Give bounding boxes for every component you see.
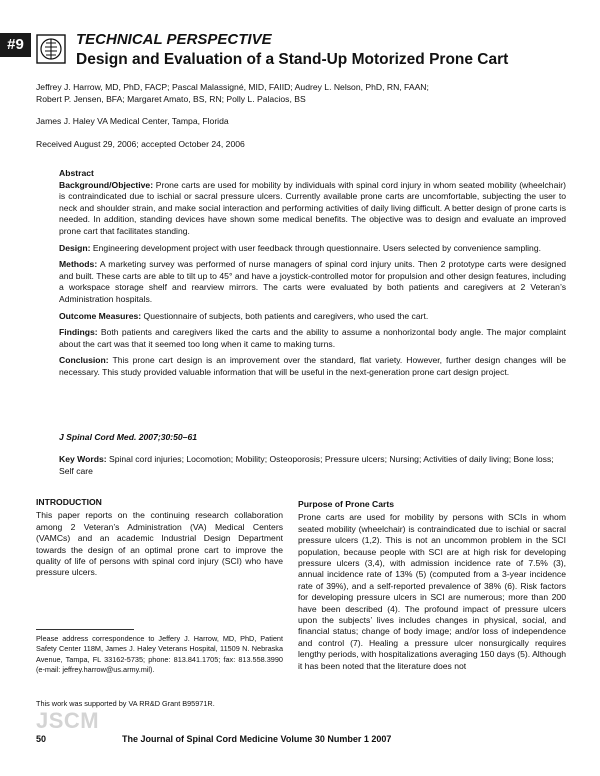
abstract-findings bbox=[59, 327, 566, 350]
keywords-label: Key Words: bbox=[59, 454, 107, 464]
purpose-heading: Purpose of Prone Carts bbox=[298, 499, 394, 509]
abstract-conclusion-label: Conclusion: bbox=[59, 355, 109, 366]
abstract-design-label: Design: bbox=[59, 242, 91, 253]
received-dates: Received August 29, 2006; accepted October 24, 2006 bbox=[36, 139, 245, 149]
abstract-methods bbox=[59, 259, 566, 305]
abstract bbox=[59, 168, 566, 384]
section-label: TECHNICAL PERSPECTIVE bbox=[76, 31, 272, 48]
abstract-methods-label: Methods: bbox=[59, 259, 98, 270]
abstract-heading: Abstract bbox=[59, 168, 94, 178]
introduction-text: This paper reports on the continuing research collaboration among 2 Veteran’s Administration (VA) Medical Centers (VAMCs) and an academic Industrial Design Department towards the design of an optimal prone cart to improve the quality of life of persons with spinal cord injury (SCI) who have pressure ulcers. bbox=[36, 510, 283, 578]
abstract-outcome-label: Outcome Measures: bbox=[59, 310, 142, 321]
abstract-conclusion bbox=[59, 355, 566, 378]
author-line: Robert P. Jensen, BFA; Margaret Amato, BS, RN; Polly L. Palacios, BS bbox=[36, 94, 306, 104]
introduction-heading: INTRODUCTION bbox=[36, 497, 102, 507]
abstract-outcome bbox=[59, 311, 566, 323]
abstract-design-text: Engineering development project with user feedback through questionnaire. Users selected by convenience sampling. bbox=[90, 242, 541, 253]
abstract-background bbox=[59, 180, 566, 238]
author-line: Jeffrey J. Harrow, MD, PhD, FACP; Pascal Malassigné, MID, FAIID; Audrey L. Nelson, PhD, RN, FAAN; bbox=[36, 82, 429, 92]
abstract-conclusion-text: This prone cart design is an improvement over the standard, flat variety. However, further design changes will be necessary. This study provided valuable information that will be useful in the next-generation prone cart design project. bbox=[59, 355, 566, 377]
page-number: 50 bbox=[36, 734, 47, 744]
issue-badge: #9 bbox=[0, 33, 31, 57]
abstract-background-label: Background/Objective: bbox=[59, 179, 154, 190]
affiliation: James J. Haley VA Medical Center, Tampa, Florida bbox=[36, 116, 229, 126]
funding-footnote: This work was supported by VA RR&D Grant B95971R. bbox=[36, 699, 215, 708]
abstract-findings-label: Findings: bbox=[59, 327, 98, 338]
purpose-section bbox=[298, 499, 566, 672]
abstract-design bbox=[59, 243, 566, 255]
spinal-cord-logo-icon bbox=[36, 34, 66, 64]
author-list bbox=[36, 81, 566, 105]
purpose-text: Prone carts are used for mobility by persons with SCIs in whom seated mobility (wheelchair) is contraindicated due to ischial or sacral pressure ulcers (1,2). This is not an uncommon problem in the SCI population, because people with SCI are at high risk for developing pressure ulcers (3,4), with admission incidence rate of 7.5% (3), annual incidence rate of 13% (5) (computed from a 3-year incidence rate of 39%), and a self-reported prevalence of 38% (6). Risk factors for developing pressure ulcers in SCI are numerous; more than 200 have been described (4). The profound impact of pressure ulcers upon the subjects’ lives includes changes in physical, social, and financial status; change of body image; and/or loss of independence and control (7). Healing a pressure ulcer nonsurgically requires lengthy periods, with hospitalizations averaging 150 days (5). Although it has been noted that the literature does not bbox=[298, 512, 567, 671]
keywords-text: Spinal cord injuries; Locomotion; Mobility; Osteoporosis; Pressure ulcers; Nursing; Activities of daily living; Bone loss; Self care bbox=[59, 454, 554, 476]
abstract-findings-text: Both patients and caregivers liked the carts and the ability to assume a nonhorizontal body angle. The major complaint about the cart was that it seemed too long when it came to making turns. bbox=[59, 327, 566, 349]
journal-footer: The Journal of Spinal Cord Medicine Volume 30 Number 1 2007 bbox=[122, 734, 392, 744]
footnote-divider bbox=[36, 629, 134, 630]
abstract-background-text: Prone carts are used for mobility by individuals with spinal cord injury in whom seated mobility (wheelchair) is contraindicated due to ischial or sacral pressure ulcers. Currently available prone carts are uncomfortable, subjecting the user to neck and shoulder strain, and make social interaction and performing activities of daily living difficult. A better design of prone carts is needed. In addition, standing devices have shown some medical benefits. The objective was to design and evaluate an improved prone cart that facilitates standing. bbox=[59, 179, 566, 236]
introduction-section bbox=[36, 497, 283, 579]
citation: J Spinal Cord Med. 2007;30:50–61 bbox=[59, 432, 198, 442]
abstract-outcome-text: Questionnaire of subjects, both patients and caregivers, who used the cart. bbox=[141, 310, 429, 321]
keywords bbox=[59, 454, 566, 477]
jscm-logo: JSCM bbox=[36, 708, 100, 733]
article-title: Design and Evaluation of a Stand-Up Motorized Prone Cart bbox=[76, 51, 509, 68]
abstract-methods-text: A marketing survey was performed of nurse managers of spinal cord injury units. Then 2 prototype carts were designed and built. These carts are able to tilt up to 45° and have a joystick-controlled motor for propulsion and other design features, including a workspace storage shelf and rearview mirrors. The carts were evaluated by both patients and caregivers at 2 Veteran’s Administration hospitals. bbox=[59, 259, 566, 304]
correspondence-footnote: Please address correspondence to Jeffery J. Harrow, MD, PhD, Patient Safety Center 118M, James J. Haley Veterans Hospital, 11509 N. Nebraska Avenue, Tampa, FL 33162-5735; phone: 813.841.1705; fax: 813.558.3990 (e-mail: jeffrey.harrow@us.army.mil). bbox=[36, 634, 283, 674]
